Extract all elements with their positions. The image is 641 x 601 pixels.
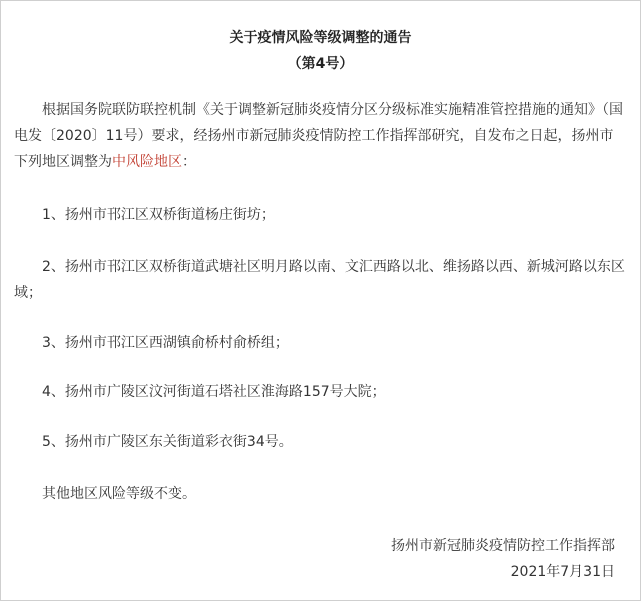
signature-org: 扬州市新冠肺炎疫情防控工作指挥部 <box>391 538 615 554</box>
list-item-5: 5、扬州市广陵区东关街道彩衣街34号。 <box>42 434 293 450</box>
notice-number: （第4号） <box>287 56 354 72</box>
list-item-3: 3、扬州市邗江区西湖镇俞桥村俞桥组； <box>42 335 289 351</box>
intro-paragraph <box>14 97 627 175</box>
intro-text: 根据国务院联防联控机制《关于调整新冠肺炎疫情分区分级标准实施精准管控措施的通知》（国电发〔2020〕11号）要求，经扬州市新冠肺炎疫情防控工作指挥部研究，自发布之日起，扬州市下列地区调整为 <box>14 102 623 170</box>
list-item-4: 4、扬州市广陵区汶河街道石塔社区淮海路157号大院； <box>42 384 386 400</box>
risk-level-highlight: 中风险地区 <box>112 154 182 170</box>
closing-statement: 其他地区风险等级不变。 <box>42 486 196 502</box>
list-item-2: 2、扬州市邗江区双桥街道武塘社区明月路以南、文汇西路以北、维扬路以西、新城河路以东区域； <box>14 259 625 301</box>
signature-date: 2021年7月31日 <box>510 564 615 580</box>
list-item-1: 1、扬州市邗江区双桥街道杨庄街坊； <box>42 207 275 223</box>
notice-title: 关于疫情风险等级调整的通告 <box>229 30 412 46</box>
intro-colon: ： <box>182 154 196 170</box>
